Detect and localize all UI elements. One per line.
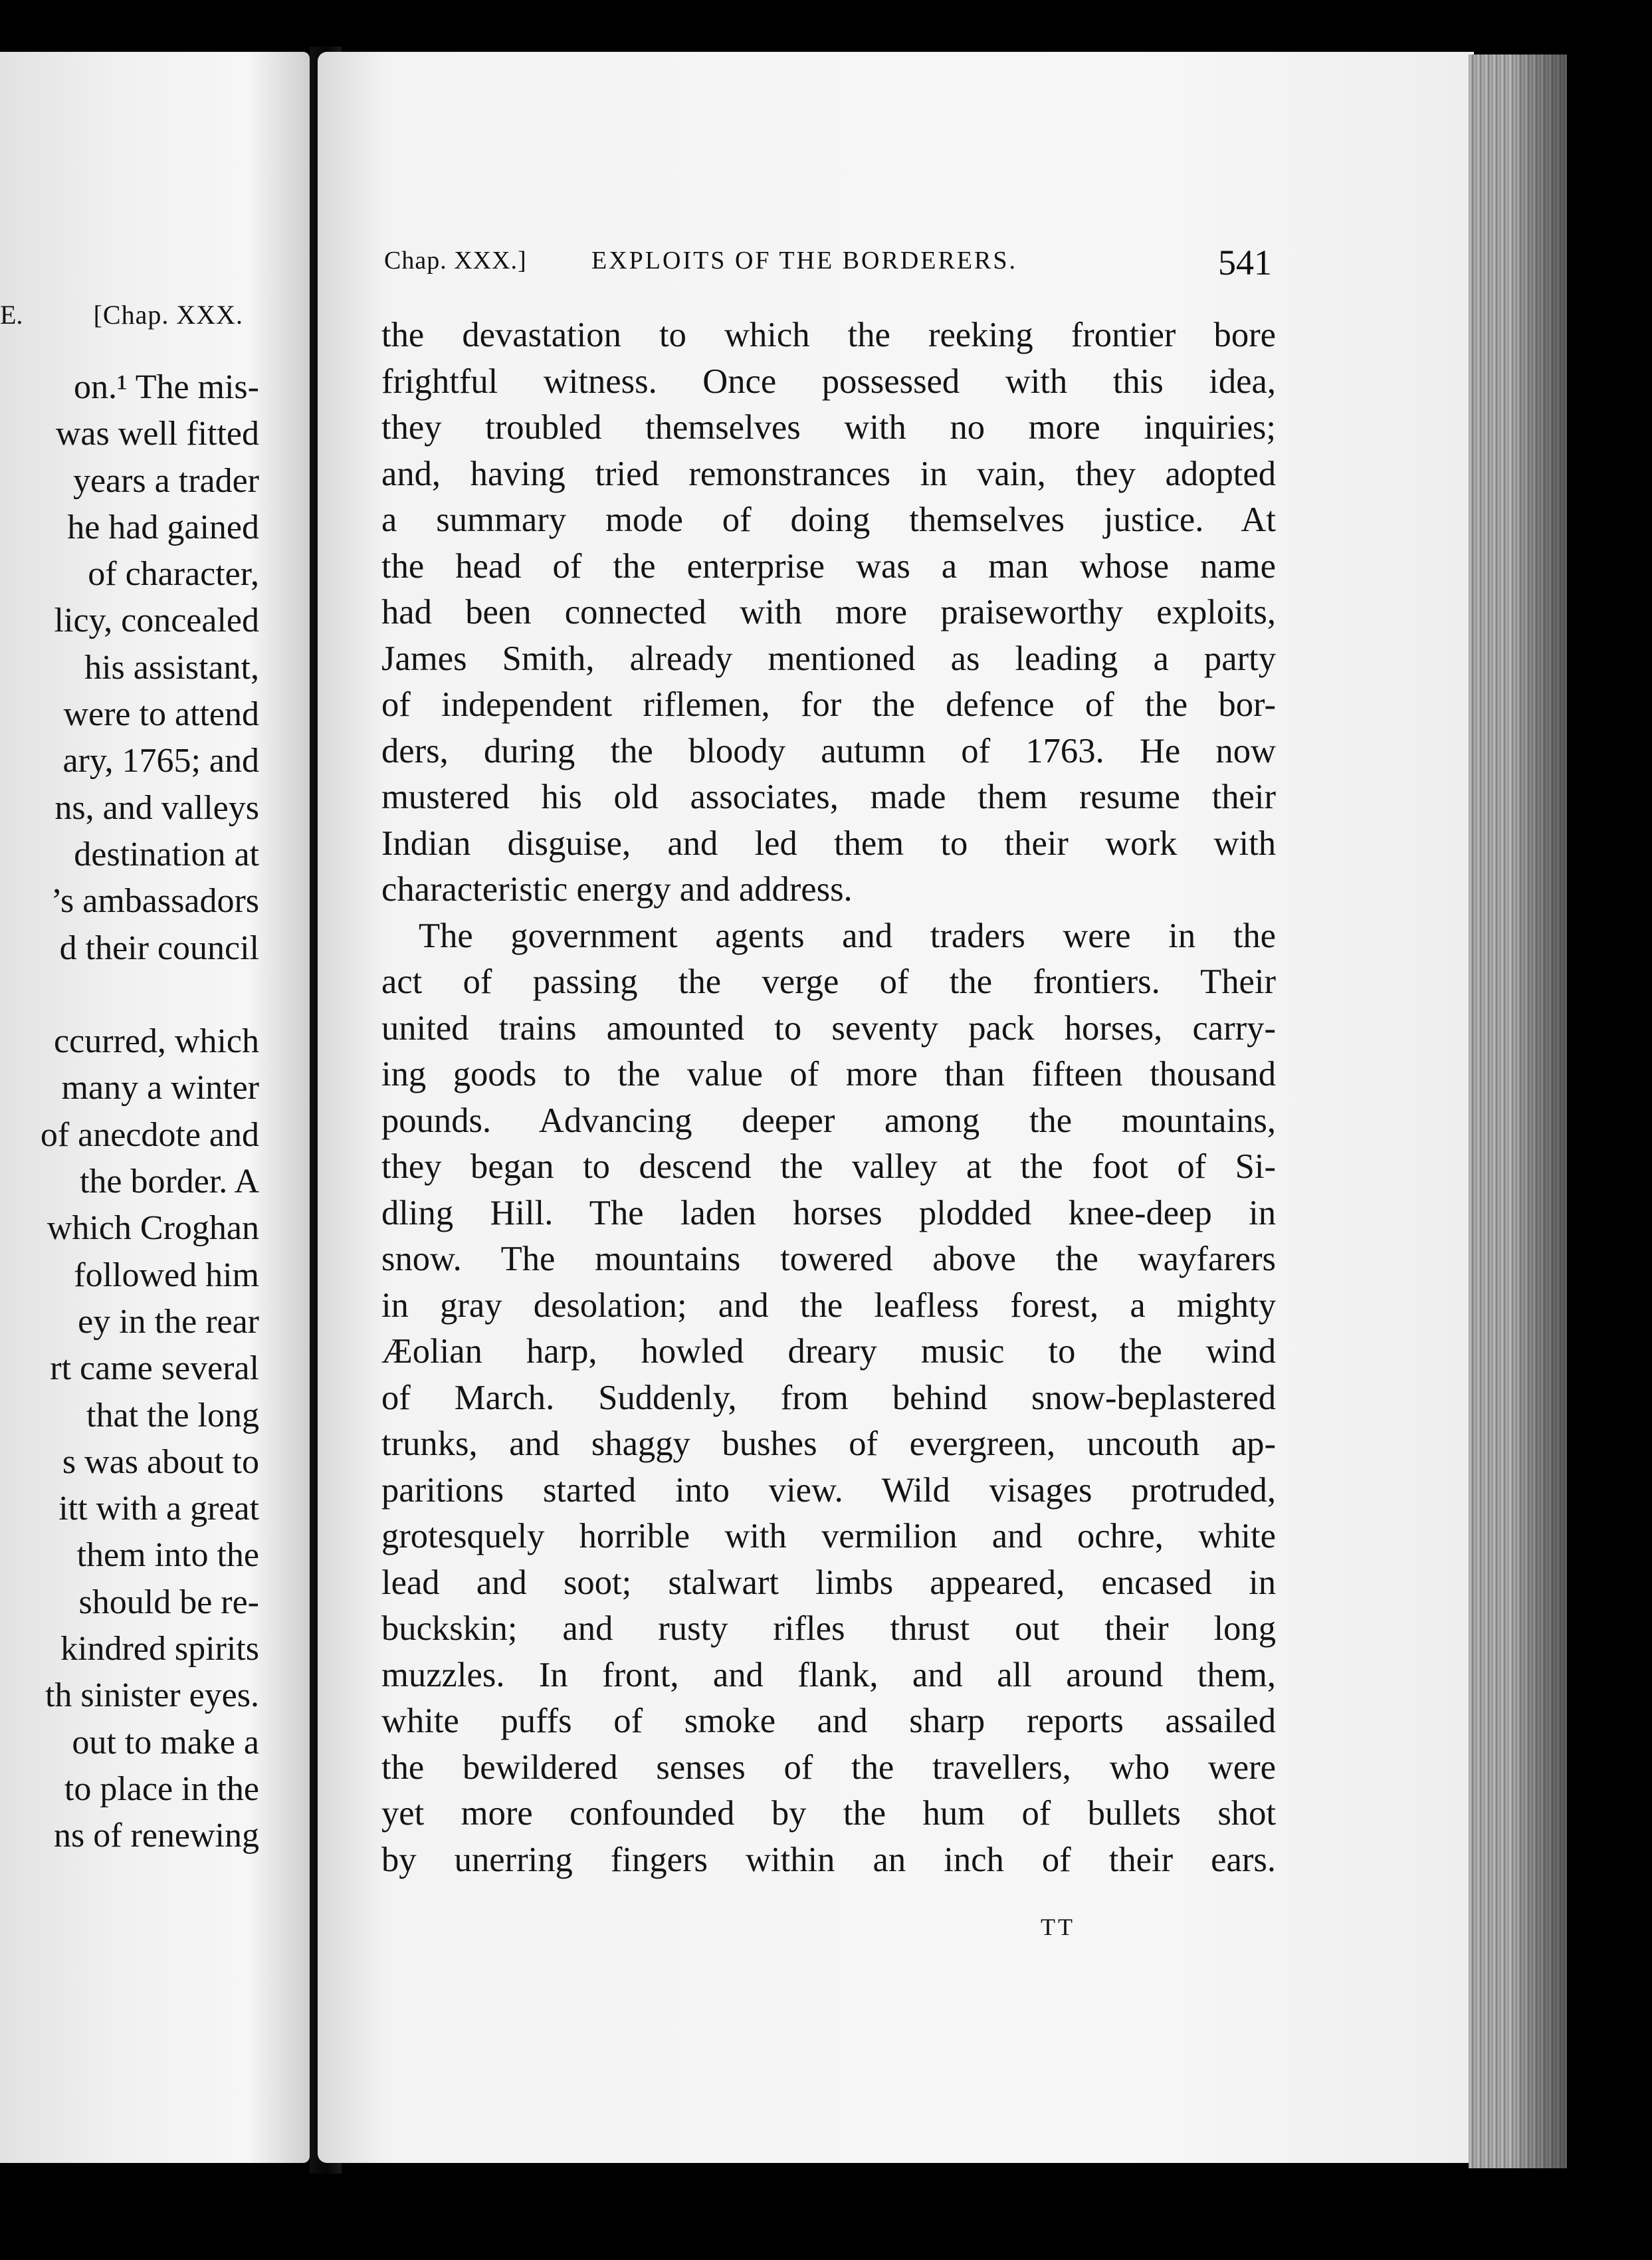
left-text-line: that the long <box>86 1396 259 1434</box>
left-text-line: them into the <box>76 1536 259 1575</box>
left-text-line: licy, concealed <box>54 602 259 640</box>
text-line: Indian disguise, and led them to their work with <box>381 824 1276 863</box>
text-line: the head of the enterprise was a man whose name <box>381 546 1276 586</box>
left-text-line: which Croghan <box>47 1209 259 1248</box>
previous-page <box>0 52 310 2163</box>
text-line: grotesquely horrible with vermilion and ochre, white <box>381 1517 1276 1555</box>
left-text-line: itt with a great <box>58 1490 259 1528</box>
left-text-line: on.¹ The mis- <box>74 368 259 406</box>
text-line: Æolian harp, howled dreary music to the wind <box>381 1332 1276 1371</box>
text-line: dling Hill. The laden horses plodded knee-deep in <box>381 1193 1276 1232</box>
text-line: of March. Suddenly, from behind snow-beplastered <box>381 1378 1276 1417</box>
left-text-line: the border. A <box>79 1163 259 1201</box>
text-line: of independent riflemen, for the defence of the bor- <box>381 685 1276 724</box>
text-line: muzzles. In front, and flank, and all around them, <box>381 1655 1276 1694</box>
text-line: The government agents and traders were in the <box>419 916 1276 955</box>
left-text-line: ccurred, which <box>54 1022 259 1061</box>
text-line: lead and soot; stalwart limbs appeared, encased in <box>381 1563 1276 1602</box>
left-page-text <box>41 364 259 1860</box>
left-text-line: many a winter <box>61 1069 259 1107</box>
left-text-line: to place in the <box>64 1769 259 1808</box>
left-text-line: s was about to <box>62 1442 259 1481</box>
left-text-line: th sinister eyes. <box>45 1676 259 1715</box>
body-text <box>381 312 1276 1883</box>
left-text-line: ary, 1765; and <box>62 742 259 780</box>
left-text-line: should be re- <box>78 1583 259 1621</box>
text-line: in gray desolation; and the leafless forest, a mighty <box>381 1286 1276 1325</box>
left-text-line: destination at <box>74 835 259 873</box>
text-line: yet more confounded by the hum of bullets shot <box>381 1794 1276 1833</box>
text-line: they began to descend the valley at the foot of Si- <box>381 1147 1276 1186</box>
left-text-line: years a trader <box>72 461 259 500</box>
left-text-line: kindred spirits <box>60 1630 259 1668</box>
text-line: had been connected with more praiseworthy exploits, <box>381 593 1276 631</box>
left-text-line <box>41 972 259 1018</box>
text-line: paritions started into view. Wild visages protruded, <box>381 1470 1276 1510</box>
text-line: by unerring fingers within an inch of their ears. <box>381 1840 1276 1879</box>
left-text-line: d their council <box>59 929 259 967</box>
left-text-line: ns, and valleys <box>54 788 259 827</box>
left-text-line: ’s ambassadors <box>51 882 259 921</box>
text-line: James Smith, already mentioned as leading a party <box>381 639 1276 678</box>
left-text-line: he had gained <box>67 508 259 546</box>
text-line: buckskin; and rusty rifles thrust out their long <box>381 1609 1276 1648</box>
left-text-line: was well fitted <box>55 415 259 453</box>
text-line: snow. The mountains towered above the wayfarers <box>381 1240 1276 1278</box>
text-line: trunks, and shaggy bushes of evergreen, uncouth ap- <box>381 1424 1276 1463</box>
text-line: pounds. Advancing deeper among the mountains, <box>381 1101 1276 1140</box>
text-line: frightful witness. Once possessed with this idea, <box>381 362 1276 401</box>
left-text-line: of character, <box>88 555 259 594</box>
text-line: ders, during the bloody autumn of 1763. He now <box>381 731 1276 770</box>
text-line: the devastation to which the reeking frontier bore <box>381 316 1276 354</box>
text-line: act of passing the verge of the frontiers. Their <box>381 962 1276 1001</box>
text-line: mustered his old associates, made them resume their <box>381 778 1276 816</box>
left-text-line: followed him <box>74 1256 259 1294</box>
left-running-head: [Chap. XXX. <box>93 300 243 330</box>
text-line: a summary mode of doing themselves justice. At <box>381 501 1276 539</box>
text-line: and, having tried remonstrances in vain, they adopted <box>381 454 1276 493</box>
text-line: characteristic energy and address. <box>381 870 853 909</box>
chapter-label: Chap. XXX.] <box>384 247 527 275</box>
page-number: 541 <box>1218 243 1272 282</box>
left-text-line: ey in the rear <box>78 1302 259 1341</box>
text-line: ing goods to the value of more than fifteen thousand <box>381 1055 1276 1093</box>
text-line: the bewildered senses of the travellers, who were <box>381 1748 1276 1787</box>
chapter-title: EXPLOITS OF THE BORDERERS. <box>591 247 1018 275</box>
left-text-line: out to make a <box>72 1723 259 1761</box>
page-edge-shadow <box>1515 55 1567 2168</box>
left-text-line: rt came several <box>50 1349 259 1388</box>
text-line: they troubled themselves with no more inquiries; <box>381 408 1276 447</box>
signature-mark: TT <box>1041 1914 1075 1940</box>
left-text-line: ns of renewing <box>53 1817 259 1855</box>
running-head <box>384 243 1272 283</box>
left-header-fragment: E. <box>0 300 23 330</box>
left-text-line: of anecdote and <box>40 1115 259 1154</box>
text-line: united trains amounted to seventy pack horses, carry- <box>381 1008 1276 1048</box>
left-text-line: his assistant, <box>84 648 259 687</box>
text-line: white puffs of smoke and sharp reports assailed <box>381 1702 1276 1740</box>
left-text-line: were to attend <box>63 695 259 734</box>
